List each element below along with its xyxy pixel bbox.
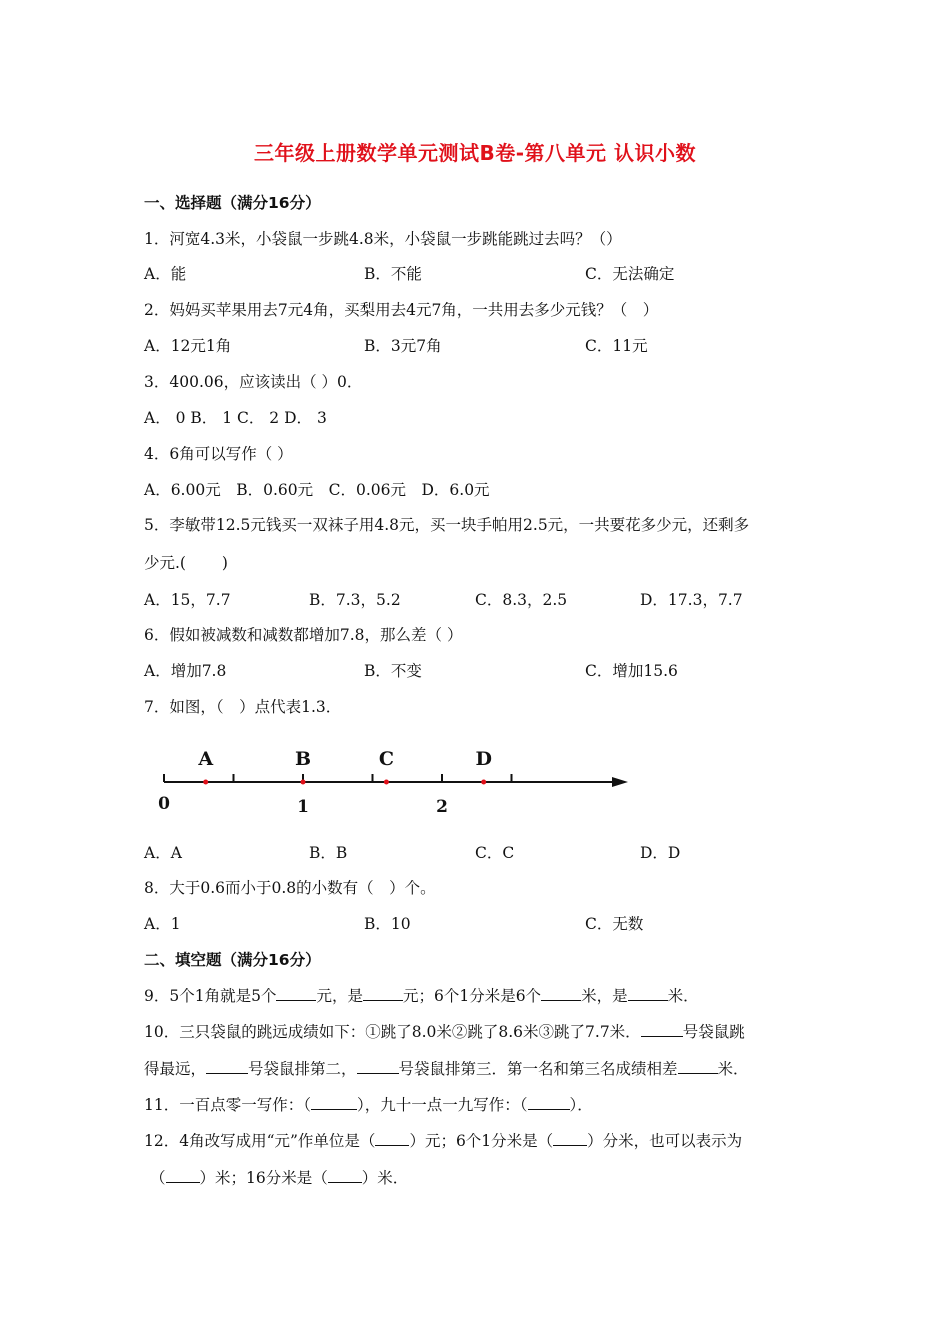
q12-blank-4[interactable] [328, 1168, 362, 1183]
question-8: 8．大于0.6而小于0.8的小数有（ ）个。 [144, 879, 436, 897]
section-heading-fill: 二、填空题（满分16分） [144, 951, 321, 969]
q8-option-c: C．无数 [585, 915, 644, 933]
question-4: 4．6角可以写作（ ） [144, 445, 293, 463]
q10-text-4: 号袋鼠排第二， [248, 1060, 357, 1078]
q10-blank-2[interactable] [206, 1059, 248, 1074]
tick-label-0: 0 [158, 794, 170, 814]
q6-option-c: C．增加15.6 [585, 662, 678, 680]
question-6: 6．假如被减数和减数都增加7.8，那么差（ ） [144, 626, 463, 644]
q1-option-a: A．能 [144, 265, 187, 283]
q12-blank-3[interactable] [166, 1168, 200, 1183]
q11-text-3: ）． [569, 1096, 593, 1114]
point-a-label: A [198, 748, 214, 770]
q9-blank-4[interactable] [628, 986, 668, 1001]
q2-option-b: B．3元7角 [364, 337, 442, 355]
q9-text-5: 米． [667, 987, 699, 1005]
q9-blank-1[interactable] [276, 986, 316, 1001]
q8-option-a: A．1 [144, 915, 181, 933]
question-5-line-1: 5．李敏带12.5元钱买一双袜子用4.8元，买一块手帕用2.5元，一共要花多少元，还剩多 [144, 516, 750, 534]
q3-options: A． 0 B． 1 C． 2 D． 3 [144, 409, 327, 427]
q9-text-2: 元，是 [316, 987, 363, 1005]
point-c-label: C [378, 748, 394, 770]
question-2: 2．妈妈买苹果用去7元4角，买梨用去4元7角，一共用去多少元钱？（ ） [144, 301, 659, 319]
question-3: 3．400.06，应该读出（ ）0． [144, 373, 363, 391]
tick-label-2: 2 [436, 797, 448, 817]
q7-option-c: C．C [475, 844, 515, 862]
question-10-line-2 [144, 1059, 749, 1079]
q2-option-c: C．11元 [585, 337, 648, 355]
q11-blank-2[interactable] [528, 1095, 570, 1110]
tick-label-1: 1 [297, 797, 309, 817]
q12-text-3: ）分米，也可以表示为 [587, 1132, 743, 1150]
q12-text-5: ）米；16分米是（ [199, 1169, 328, 1187]
q12-text-2: ）元；6个1分米是（ [409, 1132, 554, 1150]
page-title: 三年级上册数学单元测试B卷-第八单元 认识小数 [253, 141, 696, 165]
q10-text-5: 号袋鼠排第三．第一名和第三名成绩相差 [398, 1060, 678, 1078]
q9-text-4: 米，是 [581, 987, 628, 1005]
section-heading-choice: 一、选择题（满分16分） [144, 194, 321, 212]
q7-option-b: B．B [309, 844, 348, 862]
q7-option-d: D．D [640, 844, 681, 862]
question-5-line-2: 少元.( ) [144, 554, 228, 572]
q11-blank-1[interactable] [311, 1095, 357, 1110]
q11-text-2: ），九十一点一九写作：（ [356, 1096, 528, 1114]
q8-option-b: B．10 [364, 915, 411, 933]
q6-option-a: A．增加7.8 [144, 662, 227, 680]
question-11 [144, 1095, 593, 1115]
q9-text-1: 9．5个1角就是5个 [144, 987, 277, 1005]
q12-text-1: 12．4角改写成用“元”作单位是（ [144, 1132, 376, 1150]
q4-options: A．6.00元 B．0.60元 C．0.06元 D．6.0元 [144, 481, 490, 499]
q11-text-1: 11．一百点零一写作：（ [144, 1096, 311, 1114]
q10-blank-1[interactable] [641, 1022, 683, 1037]
q12-text-6: ）米． [361, 1169, 409, 1187]
q5-option-d: D．17.3，7.7 [640, 591, 743, 609]
q10-text-2: 号袋鼠跳 [682, 1023, 745, 1041]
q9-blank-2[interactable] [363, 986, 403, 1001]
q10-text-3: 得最远， [144, 1060, 207, 1078]
question-1: 1．河宽4.3米，小袋鼠一步跳4.8米，小袋鼠一步跳能跳过去吗？（） [144, 230, 622, 248]
number-line-arrow [612, 777, 628, 787]
question-7: 7．如图，（ ）点代表1.3． [144, 698, 342, 716]
number-line-figure [0, 738, 950, 828]
q7-option-a: A．A [144, 844, 182, 862]
question-12-line-2 [150, 1168, 408, 1188]
q5-option-c: C．8.3，2.5 [475, 591, 568, 609]
point-c-marker [384, 780, 389, 785]
q5-option-b: B．7.3，5.2 [309, 591, 401, 609]
q2-option-a: A．12元1角 [144, 337, 232, 355]
question-10-line-1 [144, 1022, 745, 1042]
q9-blank-3[interactable] [541, 986, 581, 1001]
point-d-label: D [475, 748, 492, 770]
question-9 [144, 986, 699, 1006]
number-line-ticks [164, 774, 512, 782]
q10-blank-3[interactable] [357, 1059, 399, 1074]
q10-text-6: 米． [717, 1060, 749, 1078]
point-b-label: B [294, 748, 312, 770]
q10-blank-4[interactable] [678, 1059, 718, 1074]
q12-blank-2[interactable] [553, 1131, 587, 1146]
question-12-line-1 [144, 1131, 742, 1151]
q10-text-1: 10．三只袋鼠的跳远成绩如下：①跳了8.0米②跳了8.6米③跳了7.7米． [144, 1023, 641, 1041]
q1-option-b: B．不能 [364, 265, 422, 283]
q12-text-4: （ [150, 1169, 166, 1187]
point-b-marker [301, 780, 306, 785]
point-a-marker [203, 780, 208, 785]
q6-option-b: B．不变 [364, 662, 422, 680]
q1-option-c: C．无法确定 [585, 265, 675, 283]
point-d-marker [481, 780, 486, 785]
q12-blank-1[interactable] [375, 1131, 409, 1146]
q5-option-a: A．15，7.7 [144, 591, 231, 609]
q9-text-3: 元；6个1分米是6个 [402, 987, 542, 1005]
